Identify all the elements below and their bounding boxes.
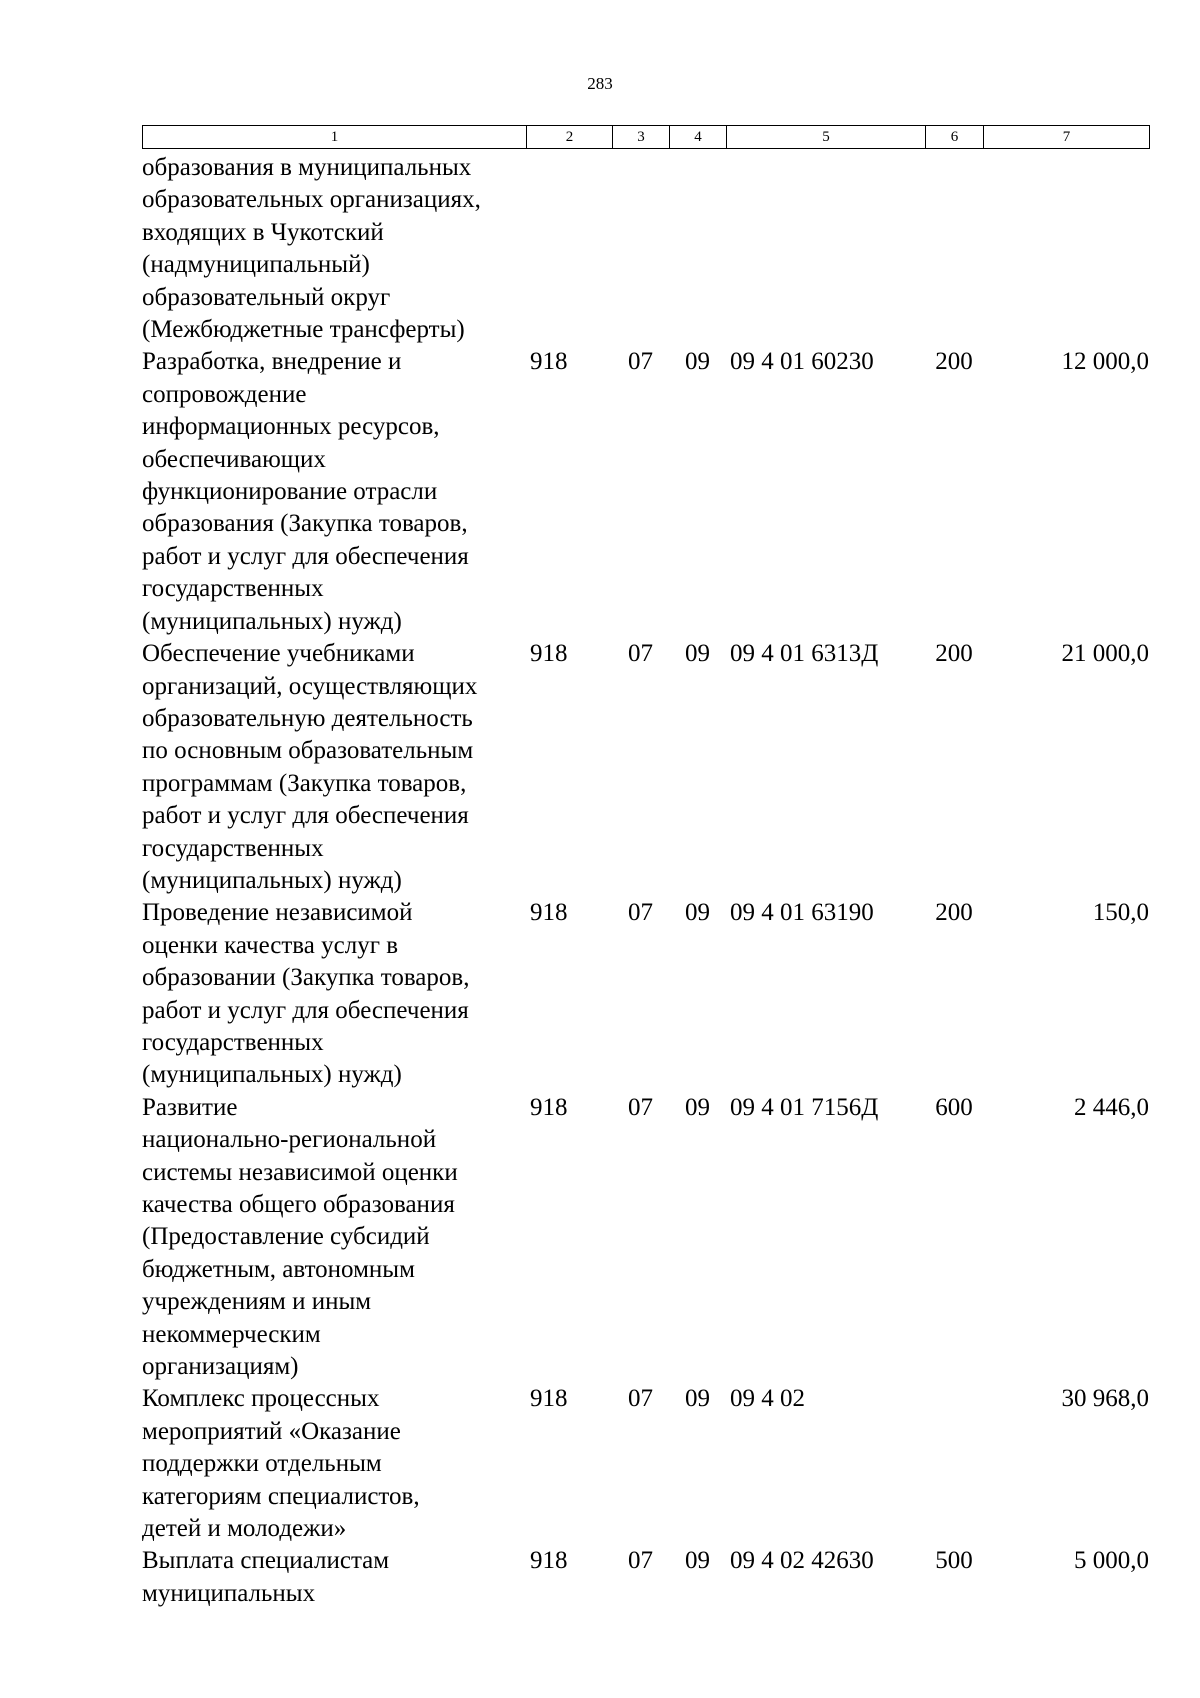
budget-table xyxy=(142,152,1149,1610)
subsection-code-cell: 09 xyxy=(685,1385,710,1413)
item-name-line: образования в муниципальных xyxy=(142,154,472,181)
table-row xyxy=(142,1545,1149,1610)
item-name-line: Комплекс процессных xyxy=(142,1385,380,1413)
section-code-cell: 07 xyxy=(628,640,653,668)
item-name-line: учреждениям и иным xyxy=(142,1288,372,1316)
amount-cell: 12 000,0 xyxy=(1061,348,1149,376)
item-name-line: (надмуниципальный) xyxy=(142,251,370,279)
table-row xyxy=(142,897,1149,1091)
item-name-line: национально-региональной xyxy=(142,1126,437,1154)
department-code-cell: 918 xyxy=(530,348,568,376)
department-code-cell: 918 xyxy=(530,1547,568,1575)
item-name-line: государственных xyxy=(142,1028,324,1056)
target-article-cell: 09 4 02 42630 xyxy=(730,1547,874,1575)
item-name-line: работ и услуг для обеспечения xyxy=(142,802,469,830)
item-name-cell xyxy=(142,1383,526,1545)
department-code-cell: 918 xyxy=(530,1093,568,1121)
table-row xyxy=(142,1383,1149,1545)
item-name-line: (муниципальных) нужд) xyxy=(142,607,402,635)
item-name-cell xyxy=(142,346,526,638)
item-name-line: (Предоставление субсидий xyxy=(142,1223,430,1251)
department-code-cell: 918 xyxy=(530,1385,568,1413)
item-name-line: программам (Закупка товаров, xyxy=(142,769,467,797)
table-row xyxy=(142,638,1149,897)
subsection-code-cell: 09 xyxy=(685,348,710,376)
item-name-line: образовательную деятельность xyxy=(142,704,473,732)
item-name-line: организаций, осуществляющих xyxy=(142,672,478,700)
item-name-line: бюджетным, автономным xyxy=(142,1255,415,1283)
department-code-cell: 918 xyxy=(530,899,568,927)
table-row xyxy=(142,346,1149,638)
subsection-code-cell: 09 xyxy=(685,1093,710,1121)
target-article-cell xyxy=(726,152,925,346)
item-name-line: поддержки отдельным xyxy=(142,1450,382,1478)
item-name-line: Развитие xyxy=(142,1093,238,1121)
table-row xyxy=(142,152,1149,346)
amount-cell: 21 000,0 xyxy=(1061,640,1149,668)
item-name-line: (муниципальных) нужд) xyxy=(142,1061,402,1089)
subsection-code-cell xyxy=(669,152,726,346)
subsection-code-cell: 09 xyxy=(685,899,710,927)
item-name-cell xyxy=(142,897,526,1091)
item-name-line: входящих в Чукотский xyxy=(142,218,384,246)
expense-type-cell: 200 xyxy=(935,899,973,927)
section-code-cell: 07 xyxy=(628,1385,653,1413)
item-name-cell xyxy=(142,1092,526,1384)
expense-type-cell: 200 xyxy=(935,348,973,376)
table-row xyxy=(142,1092,1149,1384)
item-name-cell xyxy=(142,1545,526,1610)
item-name-line: по основным образовательным xyxy=(142,737,474,765)
amount-cell: 150,0 xyxy=(1092,899,1149,927)
item-name-line: Проведение независимой xyxy=(142,899,413,927)
amount-cell: 5 000,0 xyxy=(1074,1547,1149,1575)
department-code-cell: 918 xyxy=(530,640,568,668)
item-name-line: образовании (Закупка товаров, xyxy=(142,964,470,992)
item-name-line: образовательный округ xyxy=(142,283,391,311)
item-name-line: сопровождение xyxy=(142,380,307,408)
item-name-line: некоммерческим xyxy=(142,1320,321,1348)
expense-type-cell xyxy=(925,1383,983,1545)
item-name-line: обеспечивающих xyxy=(142,445,326,473)
header-cell-3: 3 xyxy=(613,126,670,149)
header-cell-2: 2 xyxy=(527,126,613,149)
section-code-cell: 07 xyxy=(628,348,653,376)
item-name-line: Обеспечение учебниками xyxy=(142,640,415,668)
section-code-cell: 07 xyxy=(628,1093,653,1121)
target-article-cell: 09 4 01 7156Д xyxy=(730,1093,879,1121)
header-cell-5: 5 xyxy=(727,126,926,149)
item-name-line: системы независимой оценки xyxy=(142,1158,458,1186)
amount-cell xyxy=(983,152,1149,346)
section-code-cell: 07 xyxy=(628,1547,653,1575)
column-number-header xyxy=(142,125,1150,149)
page-number: 283 xyxy=(587,74,613,93)
item-name-line: информационных ресурсов, xyxy=(142,413,440,441)
target-article-cell: 09 4 02 xyxy=(730,1385,805,1413)
item-name-line: Выплата специалистам xyxy=(142,1547,390,1575)
header-row xyxy=(143,126,1150,149)
target-article-cell: 09 4 01 60230 xyxy=(730,348,874,376)
item-name-line: (муниципальных) нужд) xyxy=(142,866,402,894)
item-name-line: муниципальных xyxy=(142,1579,316,1607)
item-name-cell xyxy=(142,152,526,346)
header-cell-6: 6 xyxy=(926,126,984,149)
subsection-code-cell: 09 xyxy=(685,640,710,668)
item-name-cell xyxy=(142,638,526,897)
target-article-cell: 09 4 01 63190 xyxy=(730,899,874,927)
item-name-line: организациям) xyxy=(142,1353,299,1381)
item-name-line: Разработка, внедрение и xyxy=(142,348,402,376)
item-name-line: государственных xyxy=(142,834,324,862)
item-name-line: образования (Закупка товаров, xyxy=(142,510,468,538)
item-name-line: работ и услуг для обеспечения xyxy=(142,542,469,570)
item-name-line: функционирование отрасли xyxy=(142,478,438,506)
expense-type-cell: 200 xyxy=(935,640,973,668)
section-code-cell: 07 xyxy=(628,899,653,927)
expense-type-cell: 600 xyxy=(935,1093,973,1121)
subsection-code-cell: 09 xyxy=(685,1547,710,1575)
section-code-cell xyxy=(612,152,669,346)
amount-cell: 30 968,0 xyxy=(1061,1385,1149,1413)
header-cell-7: 7 xyxy=(984,126,1150,149)
target-article-cell: 09 4 01 6313Д xyxy=(730,640,879,668)
item-name-line: качества общего образования xyxy=(142,1191,455,1218)
item-name-line: работ и услуг для обеспечения xyxy=(142,996,469,1024)
department-code-cell xyxy=(526,152,612,346)
item-name-line: детей и молодежи» xyxy=(142,1515,347,1543)
item-name-line: категориям специалистов, xyxy=(142,1482,420,1510)
item-name-line: (Межбюджетные трансферты) xyxy=(142,316,465,344)
header-cell-1: 1 xyxy=(143,126,527,149)
item-name-line: оценки качества услуг в xyxy=(142,931,399,959)
item-name-line: мероприятий «Оказание xyxy=(142,1417,401,1445)
item-name-line: образовательных организациях, xyxy=(142,186,481,214)
expense-type-cell xyxy=(925,152,983,346)
header-cell-4: 4 xyxy=(670,126,727,149)
expense-type-cell: 500 xyxy=(935,1547,973,1575)
amount-cell: 2 446,0 xyxy=(1074,1093,1149,1121)
item-name-line: государственных xyxy=(142,575,324,603)
